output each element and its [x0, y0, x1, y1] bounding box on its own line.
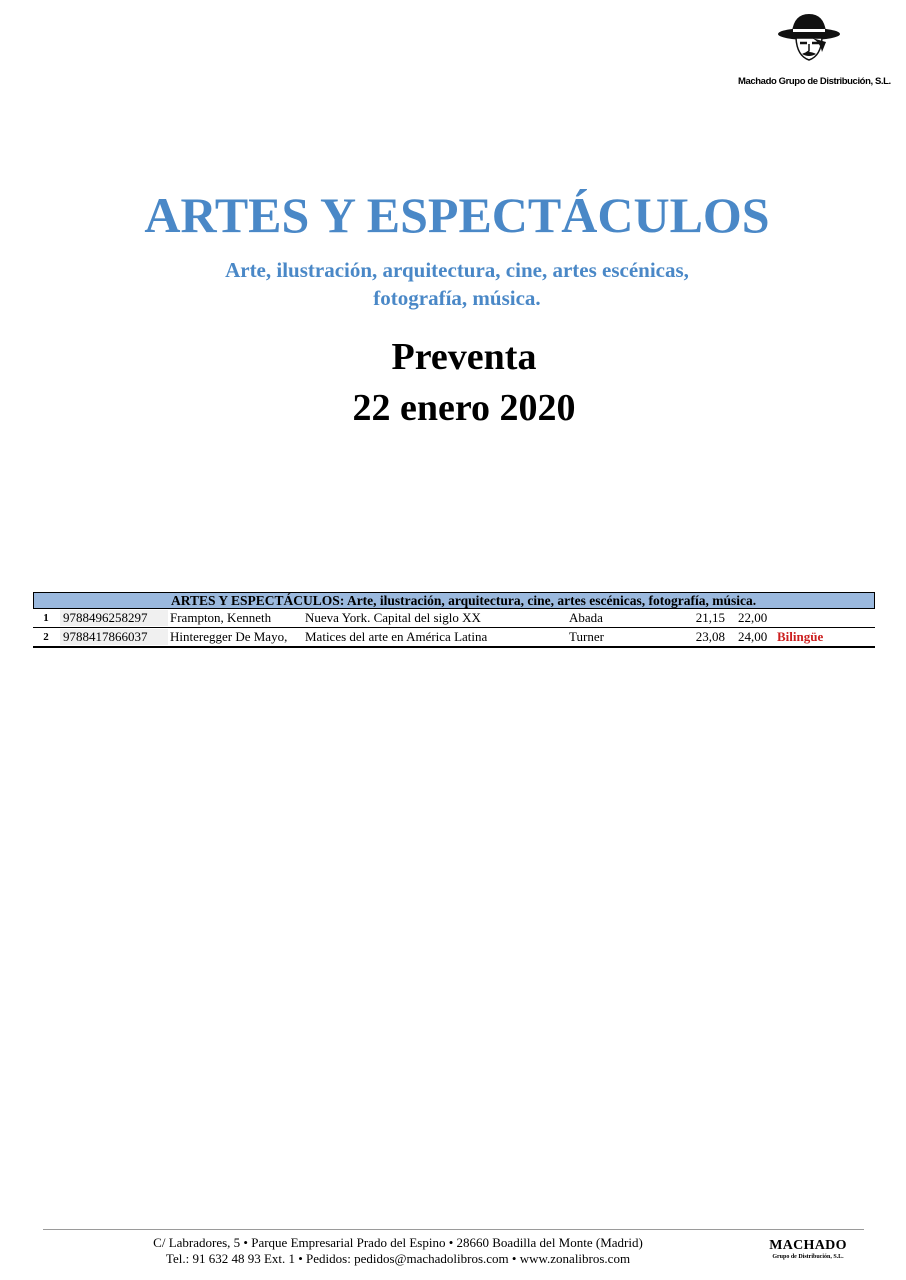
table-row [33, 628, 875, 648]
row-title: Nueva York. Capital del siglo XX [305, 610, 481, 625]
row-note: Bilingüe [777, 629, 824, 644]
footer-brand-name: MACHADO [769, 1238, 847, 1253]
row-price: 24,00 [738, 629, 768, 644]
row-number: 1 [43, 612, 49, 624]
footer-brand [760, 1238, 856, 1262]
row-isbn: 9788417866037 [60, 629, 168, 645]
preventa-label: Preventa [391, 336, 537, 378]
preventa-block [0, 332, 906, 434]
catalog-table [33, 592, 875, 648]
row-publisher: Turner [569, 629, 604, 644]
row-number: 2 [43, 631, 49, 643]
man-with-hat-icon [776, 12, 842, 76]
company-logo [738, 10, 891, 92]
row-isbn: 9788496258297 [60, 610, 168, 626]
table-row [33, 609, 875, 628]
row-price: 22,00 [738, 610, 768, 625]
footer-divider [43, 1229, 864, 1230]
subtitle-line: Arte, ilustración, arquitectura, cine, artes escénicas, [225, 258, 689, 282]
subtitle-line: fotografía, música. [373, 286, 541, 310]
table-header-text: ARTES Y ESPECTÁCULOS: Arte, ilustración, arquitectura, cine, artes escénicas, fotografía, música. [171, 593, 757, 608]
page-title: ARTES Y ESPECTÁCULOS [144, 187, 770, 243]
footer-contact-line: Tel.: 91 632 48 93 Ext. 1 • Pedidos: pedidos@machadolibros.com • www.zonalibros.com [165, 1251, 631, 1266]
preventa-date: 22 enero 2020 [352, 387, 576, 429]
row-publisher: Abada [569, 610, 603, 625]
footer-brand-sub: Grupo de Distribución, S.L. [772, 1254, 844, 1260]
row-title: Matices del arte en América Latina [305, 629, 488, 644]
row-price-net: 23,08 [695, 629, 725, 644]
footer-address-line: C/ Labradores, 5 • Parque Empresarial Prado del Espino • 28660 Boadilla del Monte (Madrid) [153, 1235, 643, 1250]
row-price-net: 21,15 [695, 610, 725, 625]
row-author: Frampton, Kenneth [170, 610, 272, 625]
logo-text: Machado Grupo de Distribución, S.L. [738, 76, 891, 87]
row-author: Hinteregger De Mayo, [170, 629, 288, 644]
page-subtitle [0, 256, 906, 312]
footer-address [40, 1235, 756, 1267]
table-header [33, 592, 875, 609]
